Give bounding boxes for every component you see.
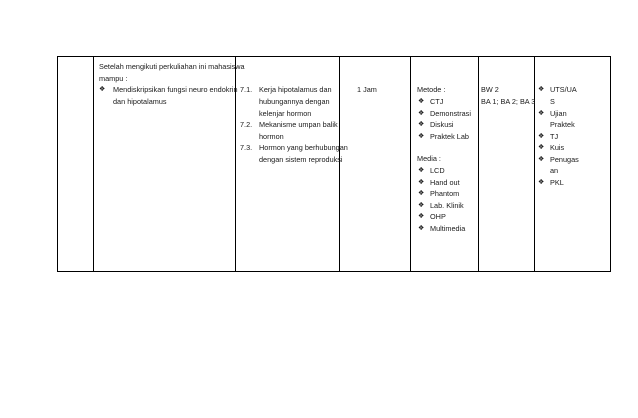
- diamond-bullet-icon: ❖: [418, 225, 425, 232]
- media-item: Multimedia: [430, 224, 466, 233]
- col-border-1: [93, 56, 94, 272]
- metode-item: CTJ: [430, 97, 444, 106]
- metode-label: Metode :: [417, 85, 446, 94]
- topic-line: dengan sistem reproduksi: [259, 155, 343, 164]
- evaluation-item: Kuis: [550, 143, 565, 152]
- media-item: Phantom: [430, 189, 460, 198]
- topic-num: 7.2.: [240, 120, 253, 129]
- evaluation-item: Penugas: [550, 155, 579, 164]
- col-border-6: [534, 56, 535, 272]
- media-label: Media :: [417, 154, 441, 163]
- col-border-4: [410, 56, 411, 272]
- syllabus-table: [57, 56, 611, 272]
- diamond-bullet-icon: ❖: [538, 144, 545, 151]
- diamond-bullet-icon: ❖: [418, 110, 425, 117]
- outcome-bullet-2: dan hipotalamus: [113, 97, 167, 106]
- evaluation-item: PKL: [550, 178, 564, 187]
- evaluation-item: S: [550, 97, 555, 106]
- topic-line: Mekanisme umpan balik: [259, 120, 338, 129]
- outcome-intro-2: mampu :: [99, 74, 128, 83]
- media-item: OHP: [430, 212, 446, 221]
- topic-num: 7.1.: [240, 85, 253, 94]
- outcome-intro: Setelah mengikuti perkuliahan ini mahasiswa: [99, 62, 245, 71]
- diamond-bullet-icon: ❖: [99, 86, 106, 93]
- media-item: Lab. Klinik: [430, 201, 464, 210]
- media-item: LCD: [430, 166, 445, 175]
- diamond-bullet-icon: ❖: [538, 133, 545, 140]
- diamond-bullet-icon: ❖: [538, 156, 545, 163]
- reference-line: BW 2: [481, 85, 499, 94]
- metode-item: Praktek Lab: [430, 132, 469, 141]
- diamond-bullet-icon: ❖: [418, 98, 425, 105]
- col-border-7: [610, 56, 611, 272]
- metode-item: Demonstrasi: [430, 109, 471, 118]
- diamond-bullet-icon: ❖: [538, 110, 545, 117]
- topic-num: 7.3.: [240, 143, 253, 152]
- media-item: Hand out: [430, 178, 460, 187]
- diamond-bullet-icon: ❖: [418, 179, 425, 186]
- topic-line: hubungannya dengan: [259, 97, 330, 106]
- diamond-bullet-icon: ❖: [418, 213, 425, 220]
- topic-line: Hormon yang berhubungan: [259, 143, 348, 152]
- reference-line: BA 1; BA 2; BA 3: [481, 97, 536, 106]
- diamond-bullet-icon: ❖: [538, 86, 545, 93]
- evaluation-item: an: [550, 166, 559, 175]
- diamond-bullet-icon: ❖: [418, 190, 425, 197]
- time-allocation: 1 Jam: [357, 85, 377, 94]
- evaluation-item: Ujian: [550, 109, 567, 118]
- table-bottom-border: [57, 271, 611, 272]
- topic-line: Kerja hipotalamus dan: [259, 85, 332, 94]
- topic-line: kelenjar hormon: [259, 109, 312, 118]
- evaluation-item: TJ: [550, 132, 559, 141]
- topic-line: hormon: [259, 132, 284, 141]
- metode-item: Diskusi: [430, 120, 454, 129]
- col-border-5: [478, 56, 479, 272]
- col-border-0: [57, 56, 58, 272]
- diamond-bullet-icon: ❖: [418, 133, 425, 140]
- diamond-bullet-icon: ❖: [538, 179, 545, 186]
- diamond-bullet-icon: ❖: [418, 167, 425, 174]
- evaluation-item: Praktek: [550, 120, 575, 129]
- diamond-bullet-icon: ❖: [418, 202, 425, 209]
- outcome-bullet: Mendiskripsikan fungsi neuro endokrin: [113, 85, 238, 94]
- evaluation-item: UTS/UA: [550, 85, 577, 94]
- diamond-bullet-icon: ❖: [418, 121, 425, 128]
- table-top-border: [57, 56, 611, 57]
